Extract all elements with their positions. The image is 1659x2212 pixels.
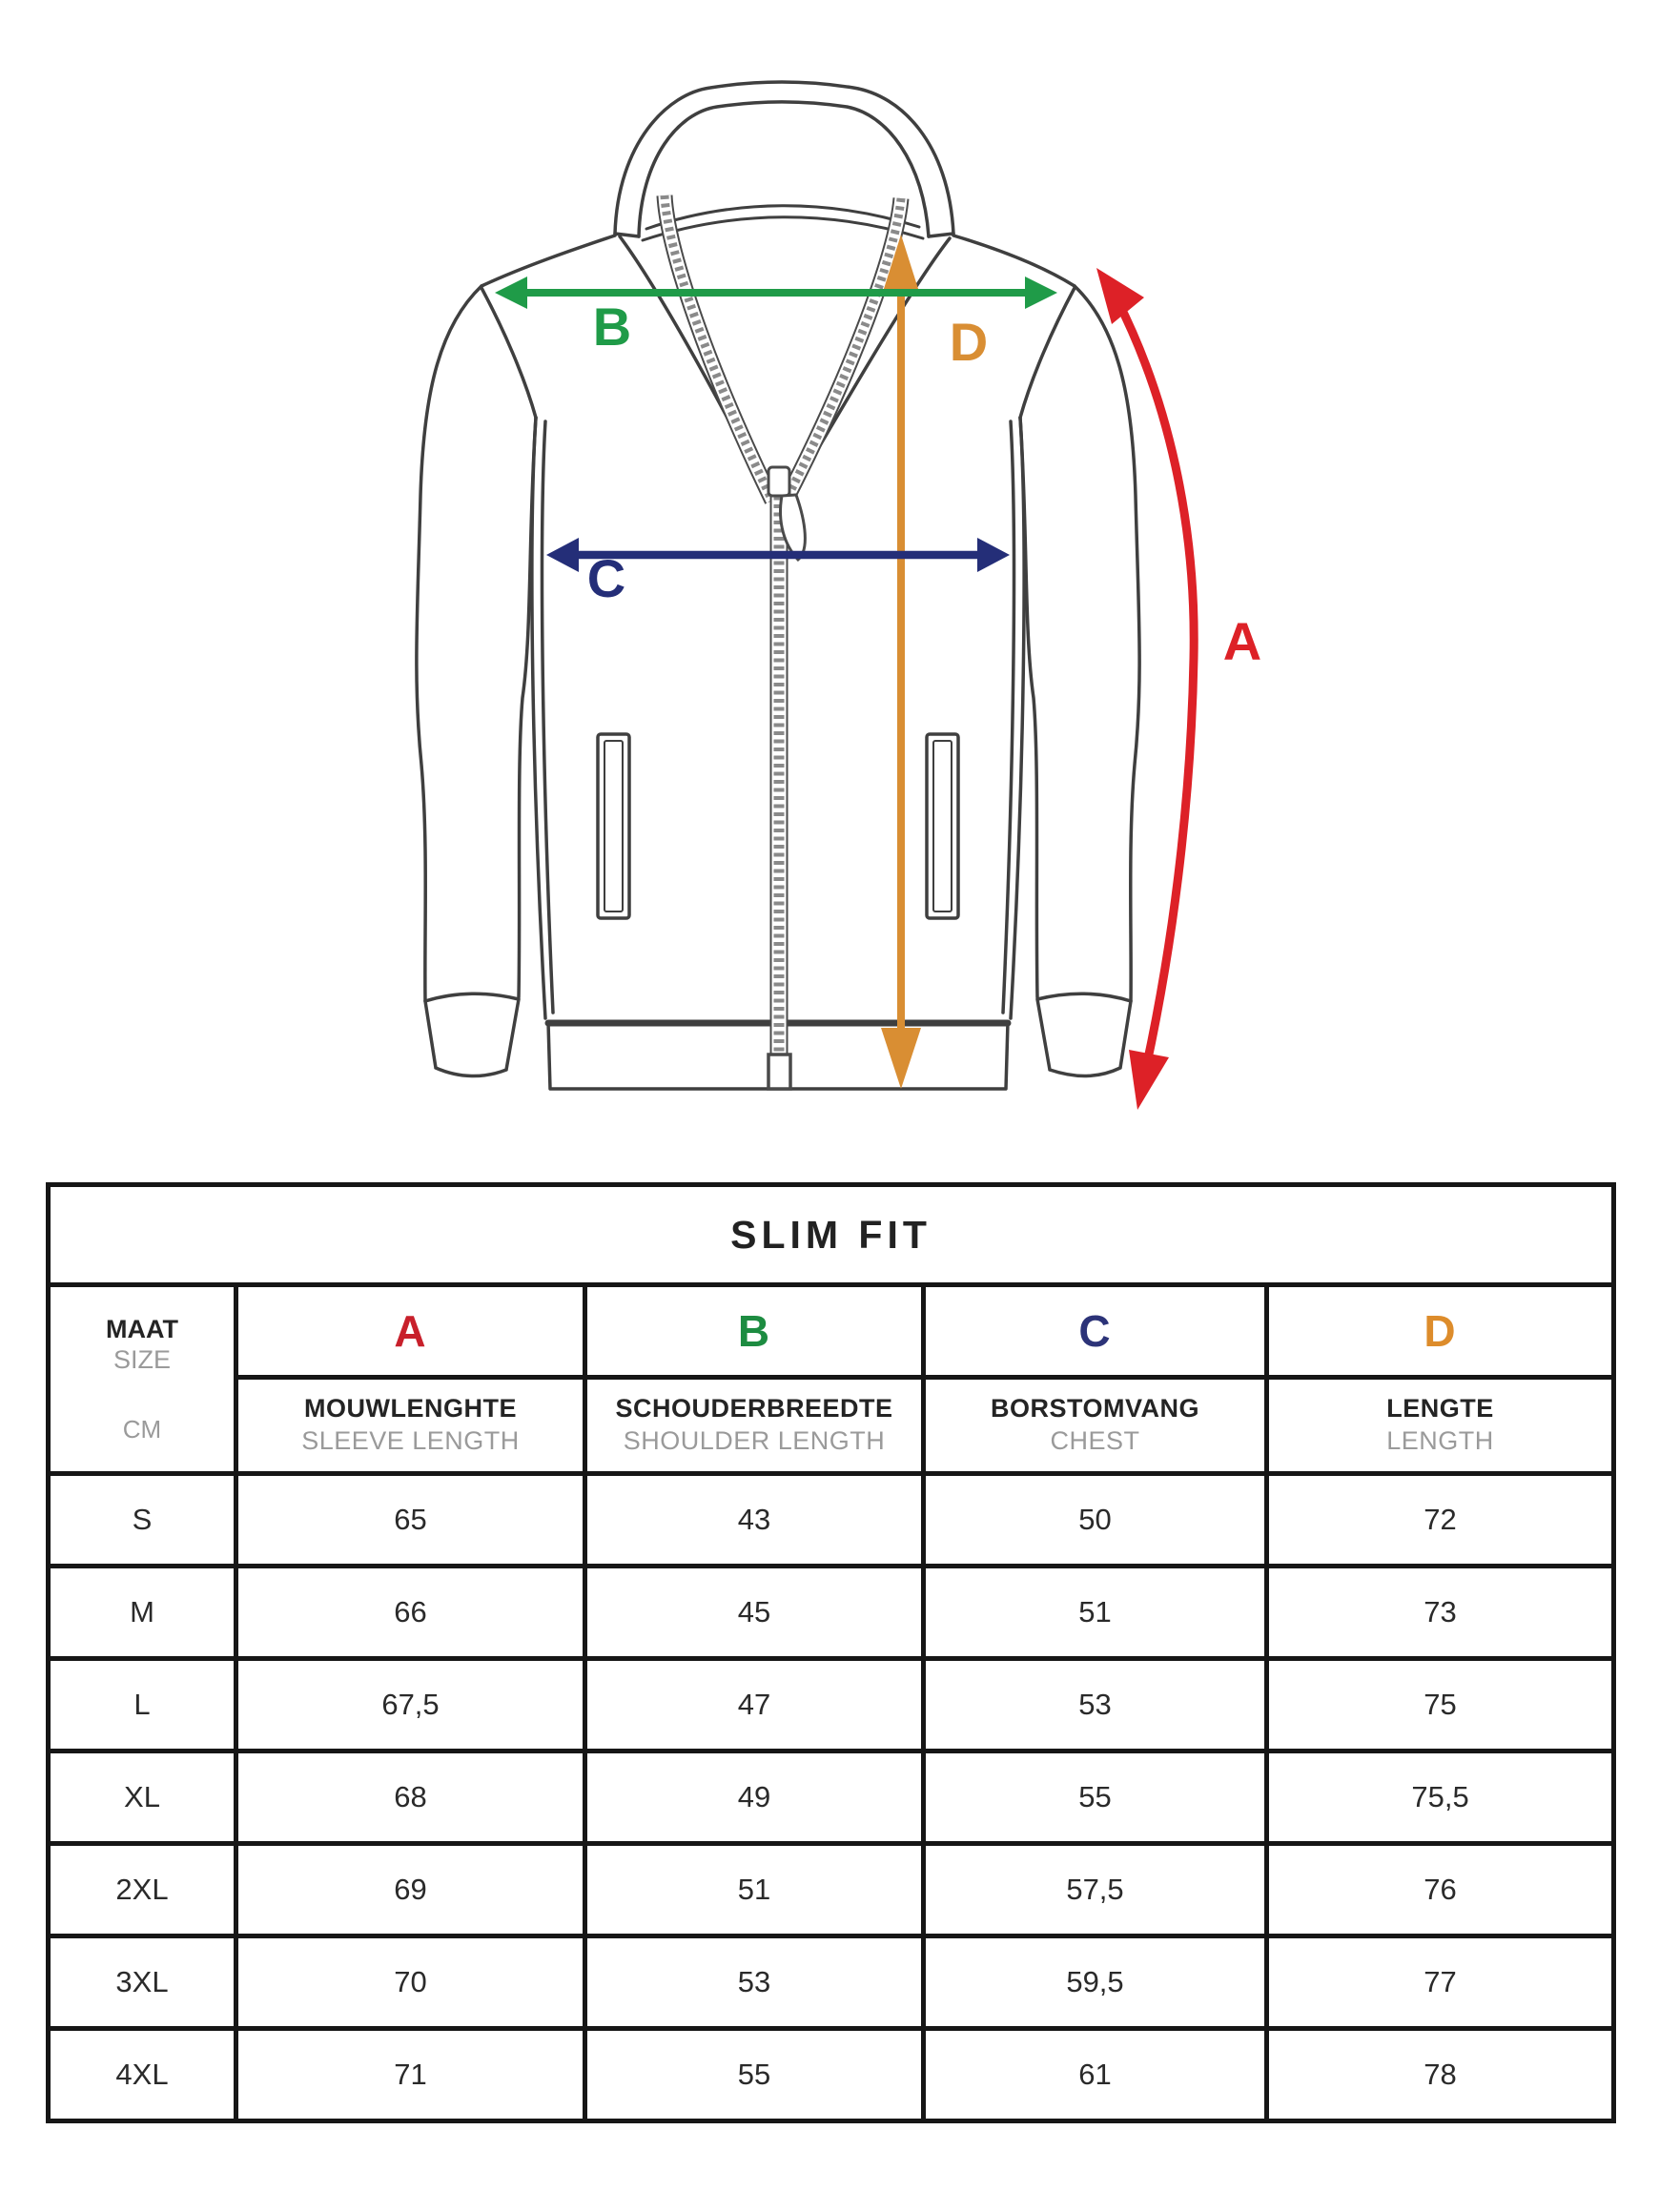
column-name-b: SCHOUDERBREEDTE SHOULDER LENGTH xyxy=(585,1378,924,1474)
table-row: L 67,5 47 53 75 xyxy=(49,1659,1614,1751)
arrowhead-a-top xyxy=(1096,268,1144,324)
measure-arrow-d xyxy=(881,235,988,1089)
label-c: C xyxy=(586,548,626,608)
table-row: 3XL 70 53 59,5 77 xyxy=(49,1936,1614,2029)
right-side-seam xyxy=(1003,418,1024,1018)
arrowhead-b-right xyxy=(1025,276,1057,309)
column-letter-d: D xyxy=(1267,1285,1614,1378)
right-cuff xyxy=(1037,993,1131,1075)
table-row: S 65 43 50 72 xyxy=(49,1474,1614,1567)
zipper-bottom-stop xyxy=(768,1055,790,1089)
size-chart-table xyxy=(46,1182,1616,2123)
right-shoulder-seam xyxy=(953,236,1075,286)
zipper xyxy=(665,195,901,1089)
arrowhead-d-bottom xyxy=(881,1028,921,1089)
table-name-row xyxy=(49,1378,1614,1474)
column-name-d: LENGTE LENGTH xyxy=(1267,1378,1614,1474)
right-pocket xyxy=(927,734,958,918)
left-sleeve-outer xyxy=(417,286,481,1001)
column-letter-b: B xyxy=(585,1285,924,1378)
right-armhole-seam xyxy=(1020,288,1075,418)
table-row: 2XL 69 51 57,5 76 xyxy=(49,1844,1614,1936)
table-letter-row xyxy=(49,1285,1614,1378)
left-pocket xyxy=(598,734,629,918)
column-name-a: MOUWLENGHTE SLEEVE LENGTH xyxy=(236,1378,585,1474)
left-cuff xyxy=(425,993,519,1075)
zipper-slider xyxy=(768,467,789,496)
column-name-c: BORSTOMVANG CHEST xyxy=(924,1378,1267,1474)
arrowhead-c-right xyxy=(977,538,1010,572)
arrowhead-c-left xyxy=(546,538,579,572)
size-header-maat: MAAT xyxy=(106,1314,178,1343)
label-a: A xyxy=(1222,611,1262,671)
table-title: SLIM FIT xyxy=(49,1185,1614,1285)
left-shoulder-seam xyxy=(481,236,615,286)
left-pocket-inner xyxy=(604,741,623,911)
arrowhead-b-left xyxy=(495,276,527,309)
back-neck-seam-lower xyxy=(643,217,923,240)
right-sleeve-outer xyxy=(1075,286,1139,1001)
size-header-size: SIZE xyxy=(113,1345,171,1374)
label-d: D xyxy=(949,312,989,372)
arrowhead-a-bottom xyxy=(1129,1050,1169,1110)
right-pocket-inner xyxy=(933,741,952,911)
table-row: XL 68 49 55 75,5 xyxy=(49,1751,1614,1844)
table-row: 4XL 71 55 61 78 xyxy=(49,2029,1614,2121)
table-title-row xyxy=(49,1185,1614,1285)
left-side-seam xyxy=(532,418,553,1018)
label-b: B xyxy=(592,297,632,357)
table-row: M 66 45 51 73 xyxy=(49,1567,1614,1659)
column-letter-a: A xyxy=(236,1285,585,1378)
left-armhole-seam xyxy=(481,288,536,418)
size-header-cm: CM xyxy=(122,1415,162,1444)
measure-arrow-a xyxy=(1096,268,1261,1110)
size-header-cell xyxy=(49,1285,236,1474)
column-letter-c: C xyxy=(924,1285,1267,1378)
